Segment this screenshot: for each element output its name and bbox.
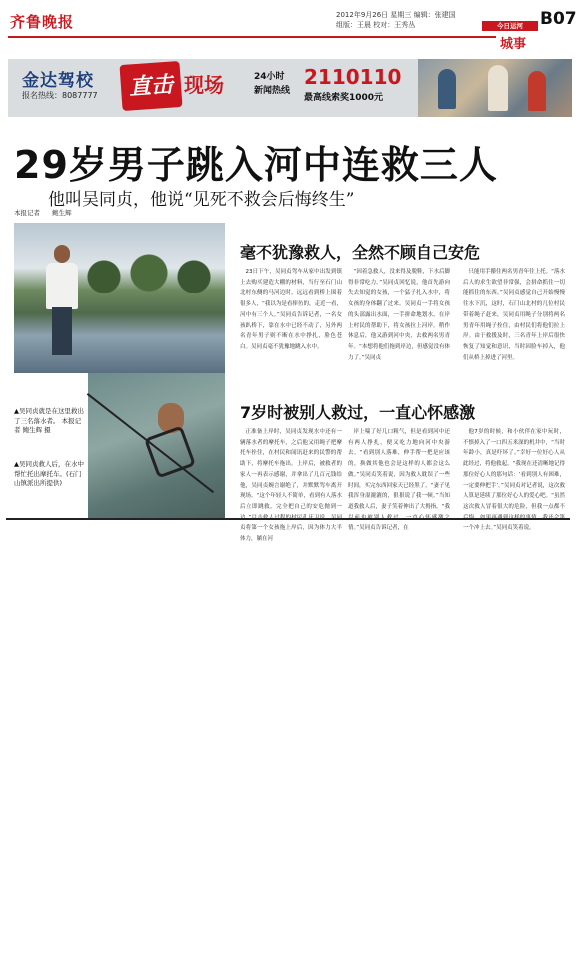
banner-school: 金达驾校: [22, 71, 94, 91]
banner-scene: 现场: [184, 73, 224, 97]
byline-reporter: 本报记者: [14, 209, 40, 217]
column-tag: 今日运河: [482, 21, 538, 31]
body-column: 岸上喘了好几口粗气，但是看到河中还有两人挣扎，便又吃力地向河中央游去。“看到别人落难，伸手帮一把是应该的，换做其他也会是这样的人都会这么做。”吴同贞笑着说，因为救人耽误了一些时间，买完东西回家天已经黑了，“妻子见我浑身湿漉漉的，狠狠说了我一顿。”当知道我救人后，妻子笑着伸出了大拇指。“我 情。”吴同贞告诉记者，在: [348, 429, 450, 532]
staff-info: 组版：王晨 校对：王秀丛: [336, 21, 416, 29]
masthead: [8, 8, 577, 52]
top-rule: [8, 36, 496, 38]
rescue-site-photo: [14, 223, 225, 373]
rescue-water-photo: [88, 373, 225, 520]
section-name: 城事: [500, 37, 527, 52]
body-column: 只能用手攥住两名男青年往上托。“落水后人的求生欲望非常强，会拼命抓住一切能抓住的东西。”吴同贞感觉自己开始慢慢往水下沉，这时，石门山北村的几位村民带着绳子赶来，吴同贞用绳子分别将两名男青年用绳子拴住，由村民们将他们拉上岸。由于救援及时，三名青年上岸后很快恢复了知觉和意识，当时因脸车掉入，他们从桥上掉进了河里。: [463, 269, 565, 361]
banner-prize: 最高线索奖1000元: [304, 93, 384, 103]
banner-hotline: 报名热线：8087777: [22, 91, 98, 100]
article-headline: 29岁男子跳入河中连救三人: [14, 143, 498, 187]
banner-number: 2110110: [304, 65, 402, 89]
photo1-caption: ▲吴同贞就是在这里救出了三名落水者。 本报记者 鲍生辉 摄: [14, 407, 84, 434]
body-column: 23日下午，吴同贞驾车从家中出发到镇上去购买建造大棚的材料，当行至石门山北村东侧的马河边时，远远看到桥上围着很多人，“我以为是看摔鱼的，走近一看，河中有三个人。”吴同贞告诉记者，一名女孩趴桥下，靠在水中已经不动了，另外两名青年男子则不断在水中挣扎，脸色苍白。吴同贞毫不犹豫地跳入水中。: [240, 269, 342, 350]
byline-name: 鲍生辉: [52, 209, 72, 217]
ad-banner: [8, 59, 572, 117]
newspaper-page: [8, 8, 577, 543]
paper-logo: 齐鲁晚报: [10, 13, 75, 31]
page-number: B07: [540, 9, 577, 29]
banner-photo: [418, 59, 572, 117]
section1-title: 毫不犹豫救人，全然不顾自己安危: [240, 243, 481, 262]
bottom-rule: [6, 518, 570, 520]
photo2-caption: ▲吴同贞救人后，在水中帮忙托出摩托车。(石门山镇派出所提供): [14, 460, 84, 487]
banner-24h: 24小时: [254, 72, 285, 82]
body-column: “因着急救人，没来得及脱鞋，下水后脚得非常吃力。”吴同贞回忆说，他首先游向失去知觉的女孩，一个猛子扎入水中，将女孩的身体翻了过来。吴同贞一手将女孩的头部露出水面，一手拼命地划水，在岸上村民的帮助下，将女孩拉上河岸。稍作休息后，他又游到河中央，去救两名男青年。“本想将他们拖到岸边，但感觉没有体力了。”吴同贞: [348, 269, 450, 361]
article-subhead: 他叫吴同贞，他说“见死不救会后悔终生”: [48, 190, 355, 210]
byline: [14, 208, 82, 217]
section2-title: 7岁时被别人救过，一直心怀感激: [240, 403, 476, 422]
issue-info: 2012年9月26日 星期三 编辑：张建国: [336, 11, 456, 19]
body-column: 他7岁的时候，和小伙伴在家中玩时，不慎掉入了一口四五米深的机井中，“当时年龄小，真是吓坏了。”幸好一位好心人从此经过，将他救起。“我现在还清晰地记得那位好心人的那句话：‘看到别人有困难，一定要伸把手’。”吴同贞对记者说，这次救人算是延续了那位好心人的爱心吧。“虽然这次救人冒着很大的危险，但我一点都不 一个冲上去。”吴同贞笑着说。: [463, 429, 565, 532]
banner-badge: 直击: [119, 61, 182, 111]
banner-newsline: 新闻热线: [254, 86, 291, 96]
body-column: 正准备上岸时，吴同贞发现水中还有一辆落水者的摩托车，之后他又用绳子把摩托车拴住，在村民和闻讯赶来的民警的帮助下，将摩托车拖出。上岸后，被救者的家人一再表示感谢，并拿出了几百元钱给他，吴同贞婉言谢绝了，并默默驾车离开现场。“这个年轻人不简单，看到有人落水后立即跳救，完全把自己的安危抛到一 贞将第一个女孩拖上岸后，因为体力大半体力，躺在河: [240, 429, 342, 543]
